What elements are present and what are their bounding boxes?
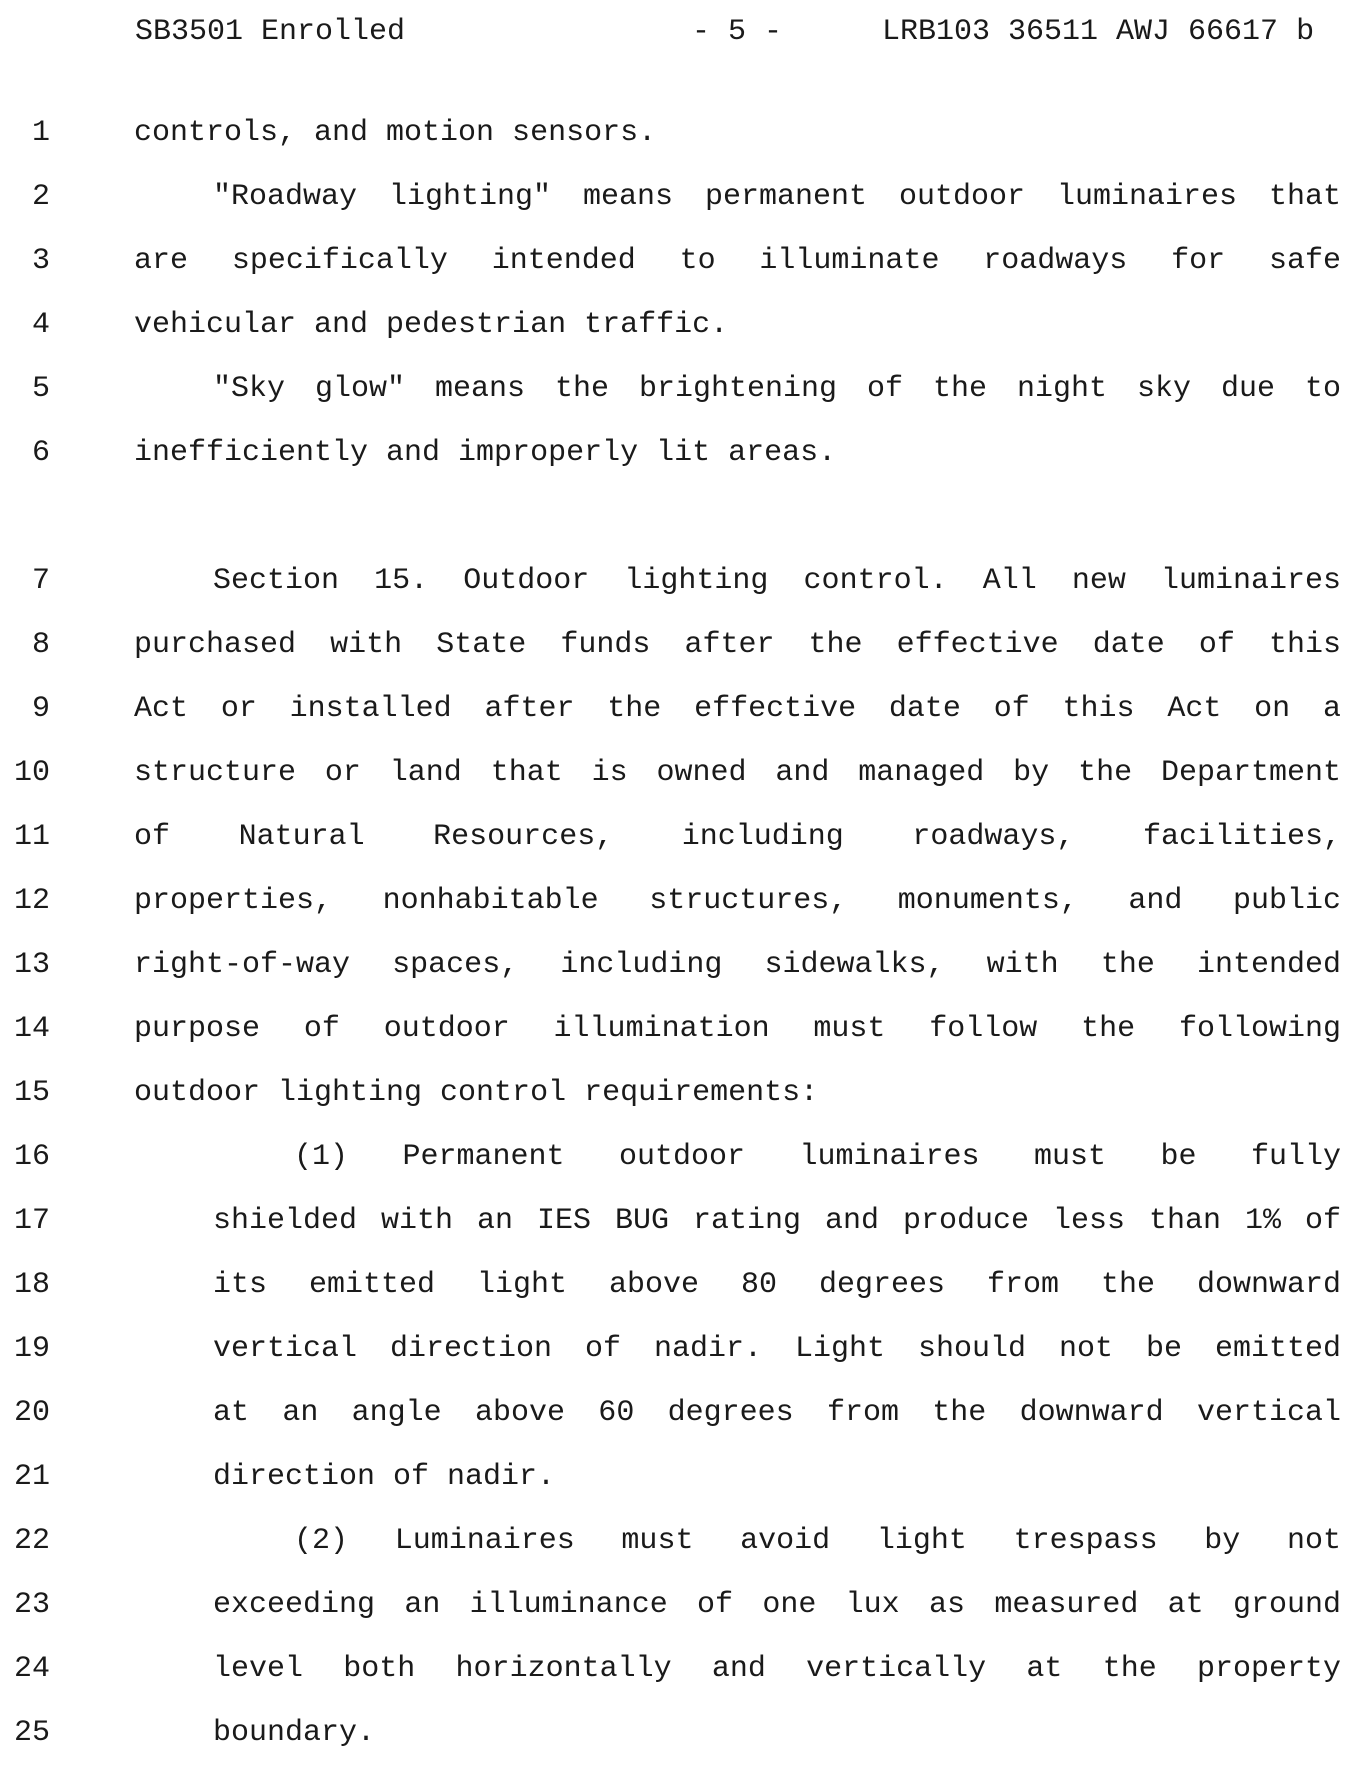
line-number: 7 bbox=[31, 564, 50, 598]
text-line bbox=[0, 1455, 1359, 1499]
line-text: purpose of outdoor illumination must follow the following bbox=[134, 1012, 1341, 1046]
line-text: vertical direction of nadir. Light should not be emitted bbox=[213, 1332, 1341, 1366]
text-line bbox=[0, 431, 1359, 475]
line-text: right-of-way spaces, including sidewalks, with the intended bbox=[134, 948, 1341, 982]
line-text: of Natural Resources, including roadways, facilities, bbox=[134, 820, 1341, 854]
text-line bbox=[0, 111, 1359, 155]
line-number: 3 bbox=[31, 244, 50, 278]
line-text: (2) Luminaires must avoid light trespass by not bbox=[294, 1524, 1341, 1558]
line-text: outdoor lighting control requirements: bbox=[134, 1076, 819, 1110]
line-number: 18 bbox=[13, 1268, 50, 1302]
line-number: 20 bbox=[13, 1396, 50, 1430]
line-text: Act or installed after the effective date of this Act on a bbox=[134, 692, 1341, 726]
lrb-code: LRB103 36511 AWJ 66617 b bbox=[882, 15, 1315, 49]
line-text: purchased with State funds after the effective date of this bbox=[134, 628, 1341, 662]
line-text: shielded with an IES BUG rating and produce less than 1% of bbox=[213, 1204, 1341, 1238]
line-text: Section 15. Outdoor lighting control. All new luminaires bbox=[213, 564, 1341, 598]
text-line bbox=[0, 367, 1359, 411]
line-number: 5 bbox=[31, 372, 50, 406]
line-number: 17 bbox=[13, 1204, 50, 1238]
line-number: 21 bbox=[13, 1460, 50, 1494]
line-number: 19 bbox=[13, 1332, 50, 1366]
line-text: vehicular and pedestrian traffic. bbox=[134, 308, 729, 342]
line-text: at an angle above 60 degrees from the downward vertical bbox=[213, 1396, 1341, 1430]
text-line bbox=[0, 1263, 1359, 1307]
line-number: 6 bbox=[31, 436, 50, 470]
text-line bbox=[0, 175, 1359, 219]
page-number: - 5 - bbox=[692, 15, 783, 49]
text-line bbox=[0, 239, 1359, 283]
line-text: controls, and motion sensors. bbox=[134, 116, 657, 150]
line-number: 16 bbox=[13, 1140, 50, 1174]
text-line bbox=[0, 943, 1359, 987]
text-line bbox=[0, 623, 1359, 667]
page-header bbox=[0, 12, 1359, 52]
text-line bbox=[0, 1583, 1359, 1627]
text-line bbox=[0, 1199, 1359, 1243]
text-line bbox=[0, 1071, 1359, 1115]
line-text: (1) Permanent outdoor luminaires must be fully bbox=[294, 1140, 1341, 1174]
text-line bbox=[0, 559, 1359, 603]
line-number: 8 bbox=[31, 628, 50, 662]
line-text: inefficiently and improperly lit areas. bbox=[134, 436, 837, 470]
line-text: boundary. bbox=[213, 1716, 376, 1750]
line-number: 14 bbox=[13, 1012, 50, 1046]
line-text: structure or land that is owned and managed by the Department bbox=[134, 756, 1341, 790]
text-line bbox=[0, 1007, 1359, 1051]
text-line bbox=[0, 1135, 1359, 1179]
line-number: 12 bbox=[13, 884, 50, 918]
text-line bbox=[0, 1711, 1359, 1755]
text-line bbox=[0, 303, 1359, 347]
line-number: 1 bbox=[31, 116, 50, 150]
line-number: 9 bbox=[31, 692, 50, 726]
bill-number: SB3501 Enrolled bbox=[135, 15, 406, 49]
line-text: its emitted light above 80 degrees from the downward bbox=[213, 1268, 1341, 1302]
text-line bbox=[0, 815, 1359, 859]
line-text: "Sky glow" means the brightening of the night sky due to bbox=[213, 372, 1341, 406]
line-number: 11 bbox=[13, 820, 50, 854]
line-number: 22 bbox=[13, 1524, 50, 1558]
text-line bbox=[0, 1391, 1359, 1435]
line-text: are specifically intended to illuminate roadways for safe bbox=[134, 244, 1341, 278]
text-line bbox=[0, 879, 1359, 923]
text-line bbox=[0, 1647, 1359, 1691]
text-line bbox=[0, 1519, 1359, 1563]
text-line bbox=[0, 687, 1359, 731]
line-text: level both horizontally and vertically at the property bbox=[213, 1652, 1341, 1686]
line-text: direction of nadir. bbox=[213, 1460, 556, 1494]
line-number: 15 bbox=[13, 1076, 50, 1110]
line-number: 10 bbox=[13, 756, 50, 790]
line-number: 4 bbox=[31, 308, 50, 342]
line-number: 25 bbox=[13, 1716, 50, 1750]
text-line bbox=[0, 751, 1359, 795]
line-text: "Roadway lighting" means permanent outdoor luminaires that bbox=[213, 180, 1341, 214]
line-number: 24 bbox=[13, 1652, 50, 1686]
line-number: 13 bbox=[13, 948, 50, 982]
line-number: 23 bbox=[13, 1588, 50, 1622]
line-text: properties, nonhabitable structures, monuments, and public bbox=[134, 884, 1341, 918]
line-text: exceeding an illuminance of one lux as measured at ground bbox=[213, 1588, 1341, 1622]
text-line bbox=[0, 1327, 1359, 1371]
line-number: 2 bbox=[31, 180, 50, 214]
